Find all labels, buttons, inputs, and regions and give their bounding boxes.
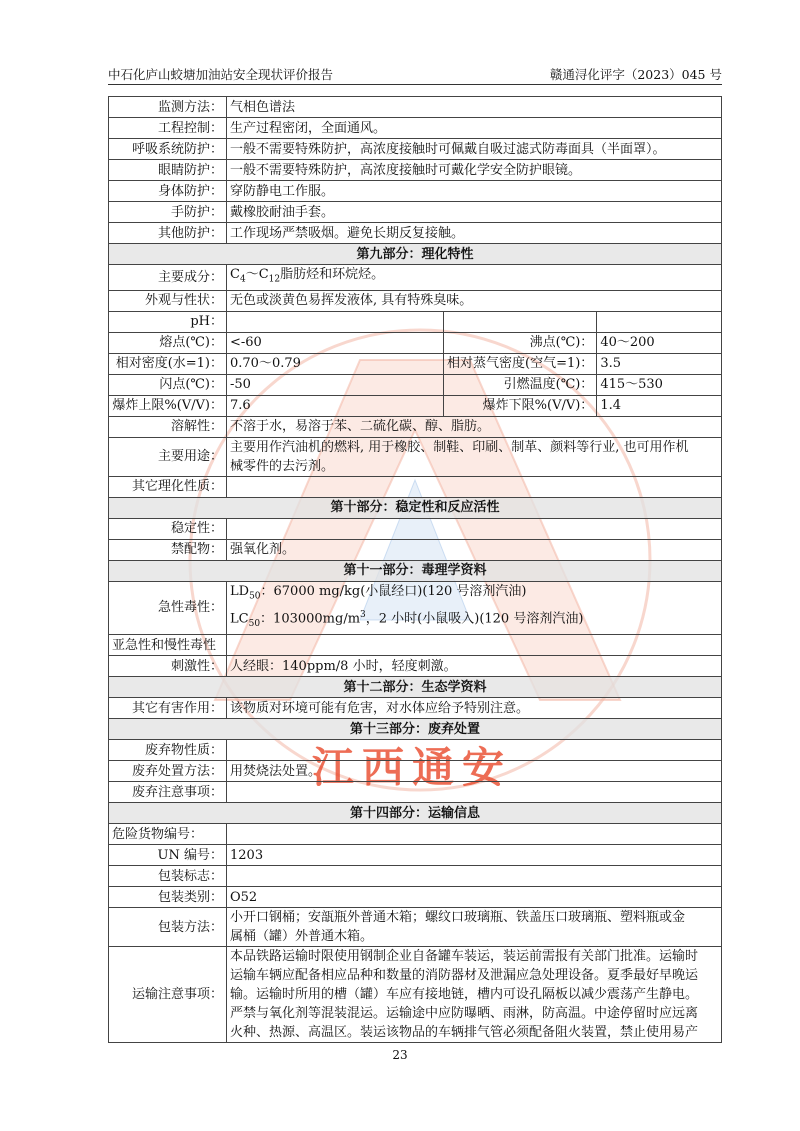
page-header [108,62,722,85]
ph-label: pH： [109,311,227,332]
package-class-label: 包装类别： [109,887,227,908]
page-number: 23 [392,1048,408,1062]
table-row [109,824,722,845]
waste-nature-label: 废弃物性质： [109,740,227,761]
stability-label: 稳定性： [109,518,227,539]
section-9-title: 第九部分：理化特性 [109,244,722,265]
row-label: 身体防护： [109,181,227,202]
table-row [109,887,722,908]
appearance-label: 外观与性状： [109,290,227,311]
table-row [109,332,722,353]
package-method-value: 小开口钢桶；安瓿瓶外普通木箱；螺纹口玻璃瓶、铁盖压口玻璃瓶、塑料瓶或金 属桶（罐）外普通木箱。 [227,908,722,947]
table-row [109,437,722,476]
main-composition-value: $C_4\sim C_{12}$脂肪烃和环烷烃。 [227,265,722,291]
main-use-value: 主要用作汽油机的燃料, 用于橡胶、制鞋、印刷、制革、颜料等行业, 也可用作机 械零件的去污剂。 [227,437,722,476]
subacute-toxicity-label: 亚急性和慢性毒性 [109,635,227,656]
ignition-temp-value: 415～530 [597,374,722,395]
table-row [109,118,722,139]
relative-density-label: 相对密度(水=1)： [109,353,227,374]
acute-toxicity-label: 急性毒性： [109,581,227,635]
table-row [109,160,722,181]
section-13-title: 第十三部分：废弃处置 [109,719,722,740]
watermark-text: 江西通安 [312,743,513,792]
table-row [109,353,722,374]
table-row [109,845,722,866]
section-14-title: 第十四部分：运输信息 [109,803,722,824]
row-label: 手防护： [109,202,227,223]
disposal-method-label: 废弃处置方法： [109,761,227,782]
un-number-value: 1203 [227,845,722,866]
table-row [109,635,722,656]
main-composition-label: 主要成分： [109,265,227,291]
transport-notes-label: 运输注意事项： [109,947,227,1043]
relative-density-value: 0.70～0.79 [227,353,444,374]
table-row [109,866,722,887]
section-9-header-row [109,244,722,265]
other-properties-label: 其它理化性质： [109,476,227,497]
solubility-label: 溶解性： [109,416,227,437]
section-10-title: 第十部分：稳定性和反应活性 [109,497,722,518]
irritation-value: 人经眼：140ppm/8 小时，轻度刺激。 [227,656,722,677]
section-11-title: 第十一部分：毒理学资料 [109,560,722,581]
main-use-label: 主要用途： [109,437,227,476]
row-label: 呼吸系统防护： [109,139,227,160]
row-label: 工程控制： [109,118,227,139]
transport-notes-value: 本品铁路运输时限使用钢制企业自备罐车装运，装运前需报有关部门批准。运输时 运输车辆应配备相应品种和数量的消防器材及泄漏应急处理设备。夏季最好早晚运 输。运输时所用的槽（罐）车应有接地链，槽内可设孔隔板以减少震荡产生静电。 严禁与氧化剂等混装混运。运输途中应防曝晒、雨淋，防高温。中途停留时应远离 火种、热源、高温区。装运该物品的车辆排气管必须配备阻火装置，禁止使用易产 [227,947,722,1043]
row-value: 一般不需要特殊防护，高浓度接触时可佩戴自吸过滤式防毒面具（半面罩）。 [227,139,722,160]
table-row [109,223,722,244]
row-value: 生产过程密闭，全面通风。 [227,118,722,139]
row-value: 戴橡胶耐油手套。 [227,202,722,223]
package-method-label: 包装方法： [109,908,227,947]
lower-explosion-label: 爆炸下限%(V/V)： [444,395,597,416]
table-row [109,181,722,202]
table-row [109,416,722,437]
ph-value [227,311,444,332]
msds-table [108,96,722,1043]
acute-toxicity-value: $LD_{50}$：67000 mg/kg(小鼠经口)(120 号溶剂汽油) $LC_{50}$：$103000mg/m^3$，2 小时(小鼠吸入)(120 号溶剂汽油) [227,581,722,635]
irritation-label: 刺激性： [109,656,227,677]
appearance-value: 无色或淡黄色易挥发液体, 具有特殊臭味。 [227,290,722,311]
section-14-header-row [109,803,722,824]
flash-point-value: -50 [227,374,444,395]
table-row [109,782,722,803]
package-mark-label: 包装标志： [109,866,227,887]
ignition-temp-label: 引燃温度(℃)： [444,374,597,395]
table-row [109,539,722,560]
dangerous-goods-label: 危险货物编号： [109,824,227,845]
incompatible-value: 强氧化剂。 [227,539,722,560]
lower-explosion-value: 1.4 [597,395,722,416]
melting-point-label: 熔点(℃)： [109,332,227,353]
flash-point-label: 闪点(℃)： [109,374,227,395]
row-value: 一般不需要特殊防护，高浓度接触时可戴化学安全防护眼镜。 [227,160,722,181]
table-row [109,265,722,291]
other-harm-value: 该物质对环境可能有危害，对水体应给予特别注意。 [227,698,722,719]
table-row [109,476,722,497]
table-row [109,908,722,947]
melting-point-value: <-60 [227,332,444,353]
upper-explosion-label: 爆炸上限%(V/V)： [109,395,227,416]
disposal-notes-label: 废弃注意事项： [109,782,227,803]
section-12-header-row [109,677,722,698]
header-report-title: 中石化庐山蛟塘加油站安全现状评价报告 [108,67,334,82]
table-row [109,947,722,1043]
vapor-density-label: 相对蒸气密度(空气=1)： [444,353,597,374]
package-class-value: O52 [227,887,722,908]
section-11-header-row [109,560,722,581]
table-row [109,139,722,160]
row-label: 监测方法： [109,97,227,118]
table-row [109,761,722,782]
table-row [109,698,722,719]
table-row [109,740,722,761]
section-10-header-row [109,497,722,518]
table-row [109,374,722,395]
boiling-point-label: 沸点(℃)： [444,332,597,353]
section-13-header-row [109,719,722,740]
table-row [109,290,722,311]
solubility-value: 不溶于水，易溶于苯、二硫化碳、醇、脂肪。 [227,416,722,437]
row-label: 眼睛防护： [109,160,227,181]
row-value: 穿防静电工作服。 [227,181,722,202]
table-row [109,518,722,539]
header-report-number: 赣通浔化评字（2023）045 号 [549,67,722,82]
incompatible-label: 禁配物： [109,539,227,560]
other-harm-label: 其它有害作用： [109,698,227,719]
row-value: 气相色谱法 [227,97,722,118]
un-number-label: UN 编号： [109,845,227,866]
table-row [109,97,722,118]
table-row [109,656,722,677]
row-value: 工作现场严禁吸烟。避免长期反复接触。 [227,223,722,244]
vapor-density-value: 3.5 [597,353,722,374]
row-label: 其他防护： [109,223,227,244]
section-12-title: 第十二部分：生态学资料 [109,677,722,698]
table-row [109,311,722,332]
table-row [109,581,722,635]
table-row [109,202,722,223]
upper-explosion-value: 7.6 [227,395,444,416]
disposal-method-value: 用焚烧法处置。 [227,761,722,782]
boiling-point-value: 40～200 [597,332,722,353]
table-row [109,395,722,416]
